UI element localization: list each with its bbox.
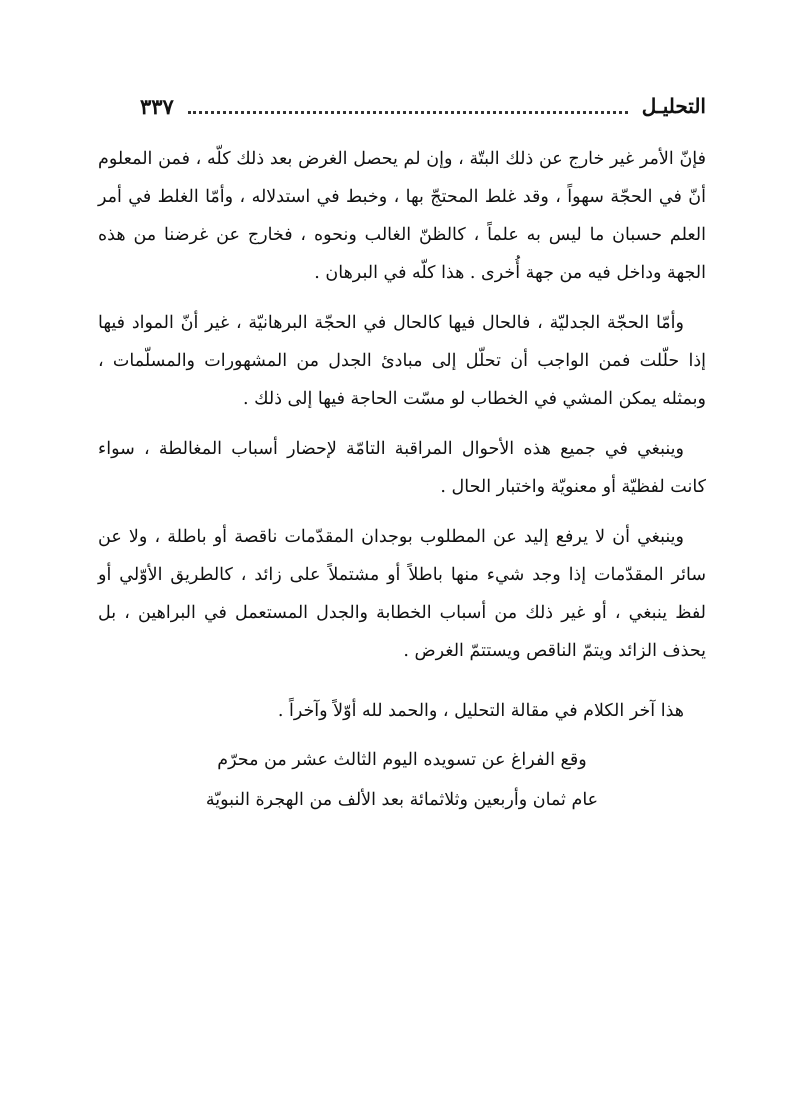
leader-dots: [188, 111, 628, 114]
paragraph-2: وأمّا الحجّة الجدليّة ، فالحال فيها كالحال في الحجّة البرهانيّة ، غير أنّ المواد فيها إذا حلّلت فمن الواجب أن تحلّل إلى مبادئ الجدل من المشهورات والمسلّمات ، وبمثله يمكن المشي في الخطاب لو مسّت الحاجة فيها إلى ذلك .: [98, 313, 706, 409]
paragraph-4: وينبغي أن لا يرفع إليد عن المطلوب بوجدان المقدّمات ناقصة أو باطلة ، ولا عن سائر المقدّمات إذا وجد شيء منها باطلاً أو مشتملاً على زائد ، كالطريق الأوّلي أو لفظ ينبغي ، أو غير ذلك من أسباب الخطابة والجدل المستعمل في البراهين ، بل يحذف الزائد ويتمّ الناقص ويستتمّ الغرض .: [98, 527, 706, 661]
page-header: [140, 86, 706, 126]
running-title: التحليـل: [641, 94, 706, 118]
colophon-line-1: وقع الفراغ عن تسويده اليوم الثالث عشر من محرّم: [217, 750, 587, 770]
colophon-line-2: عام ثمان وأربعين وثلاثمائة بعد الألف من الهجرة النبويّة: [205, 790, 599, 810]
body-text: [98, 140, 706, 730]
paragraph-3: وينبغي في جميع هذه الأحوال المراقبة التامّة لإحضار أسباب المغالطة ، سواء كانت لفظيّة أو معنويّة واختبار الحال .: [98, 439, 706, 497]
colophon: [98, 740, 706, 820]
paragraph-1: فإنّ الأمر غير خارج عن ذلك البتّة ، وإن لم يحصل الغرض بعد ذلك كلّه ، فمن المعلوم أنّ في الحجّة سهواً ، وقد غلط المحتجّ بها ، وخبط في استدلاله ، وأمّا الغلط في أمر العلم حسبان ما ليس به علماً ، كالظنّ الغالب ونحوه ، فخارج عن غرضنا من هذه الجهة وداخل فيه من جهة أُخرى . هذا كلّه في البرهان .: [98, 149, 706, 283]
closing-line: هذا آخر الكلام في مقالة التحليل ، والحمد لله أوّلاً وآخراً .: [277, 701, 684, 721]
page-number: ٣٣٧: [140, 93, 174, 119]
